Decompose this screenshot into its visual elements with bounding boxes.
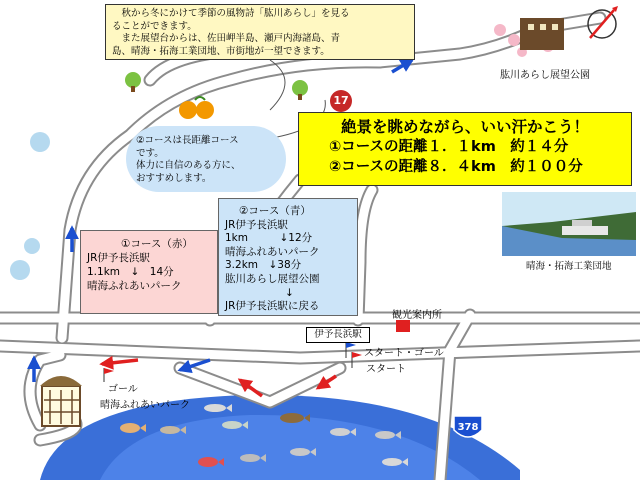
- intro-note: [105, 4, 415, 60]
- course-blue-title: ②コース（青）: [239, 205, 311, 217]
- course-blue-box: [218, 198, 358, 316]
- bubble-line-4: おすすめします。: [136, 172, 212, 184]
- course-red-title: ①コース（赤）: [121, 238, 193, 250]
- start-goal-label: スタート・ゴール: [364, 348, 444, 359]
- start-label: スタート: [366, 364, 406, 375]
- observatory-label: 肱川あらし展望公園: [500, 70, 590, 81]
- goal-label: ゴール: [108, 384, 138, 395]
- intro-line-1: 秋から冬にかけて季節の風物詩「肱川あらし」を見る: [112, 8, 350, 19]
- course-blue-line-6: ↓: [285, 286, 294, 299]
- bubble-line-3: 体力に自信のある方に、: [136, 160, 241, 171]
- course2-summary: ②コースの距離８．４km 約１００分: [329, 159, 583, 175]
- headline-box: [298, 112, 632, 186]
- course-blue-line-5: 肱川あらし展望公園: [225, 272, 320, 285]
- station-label: 伊予長浜駅: [306, 327, 370, 343]
- course-blue-line-3: 晴海ふれあいパーク: [225, 245, 320, 258]
- course-red-line-2: 1.1km ↓ 14分: [87, 266, 174, 278]
- park-building-icon: [40, 376, 82, 426]
- park-label: 晴海ふれあいパーク: [100, 400, 190, 411]
- tourist-info-icon: [396, 320, 410, 332]
- headline-title: 絶景を眺めながら、いい汗かこう！: [340, 118, 589, 136]
- course1-summary: ①コースの距離１．１km 約１４分: [329, 139, 569, 155]
- course-number-badge: 17: [330, 90, 352, 112]
- observatory-icon: [520, 18, 564, 50]
- intro-line-2: ることができます。: [112, 20, 197, 32]
- tourist-info-label: 観光案内所: [392, 310, 442, 321]
- course-blue-line-2: 1km ↓12分: [225, 232, 313, 245]
- bubble-line-1: ②コースは長距離コース: [136, 135, 239, 146]
- course-red-line-3: 晴海ふれあいパーク: [87, 280, 182, 292]
- course-blue-line-7: JR伊予長浜駅に戻る: [225, 300, 320, 313]
- course-blue-line-4: 3.2km ↓38分: [225, 259, 302, 272]
- intro-line-3: また展望台からは、佐田岬半島、瀬戸内海諸島、青: [112, 33, 341, 44]
- intro-line-4: 島、晴海・拓海工業団地、市街地が一望できます。: [112, 45, 330, 57]
- route-number-label: 378: [457, 422, 479, 433]
- industrial-area-photo: [502, 192, 636, 256]
- industrial-label: 晴海・拓海工業団地: [526, 261, 612, 272]
- course-red-box: [80, 230, 218, 314]
- course-blue-line-1: JR伊予長浜駅: [225, 218, 288, 231]
- course-red-line-1: JR伊予長浜駅: [87, 252, 150, 264]
- long-course-note: [126, 126, 286, 192]
- bubble-line-2: です。: [136, 147, 164, 159]
